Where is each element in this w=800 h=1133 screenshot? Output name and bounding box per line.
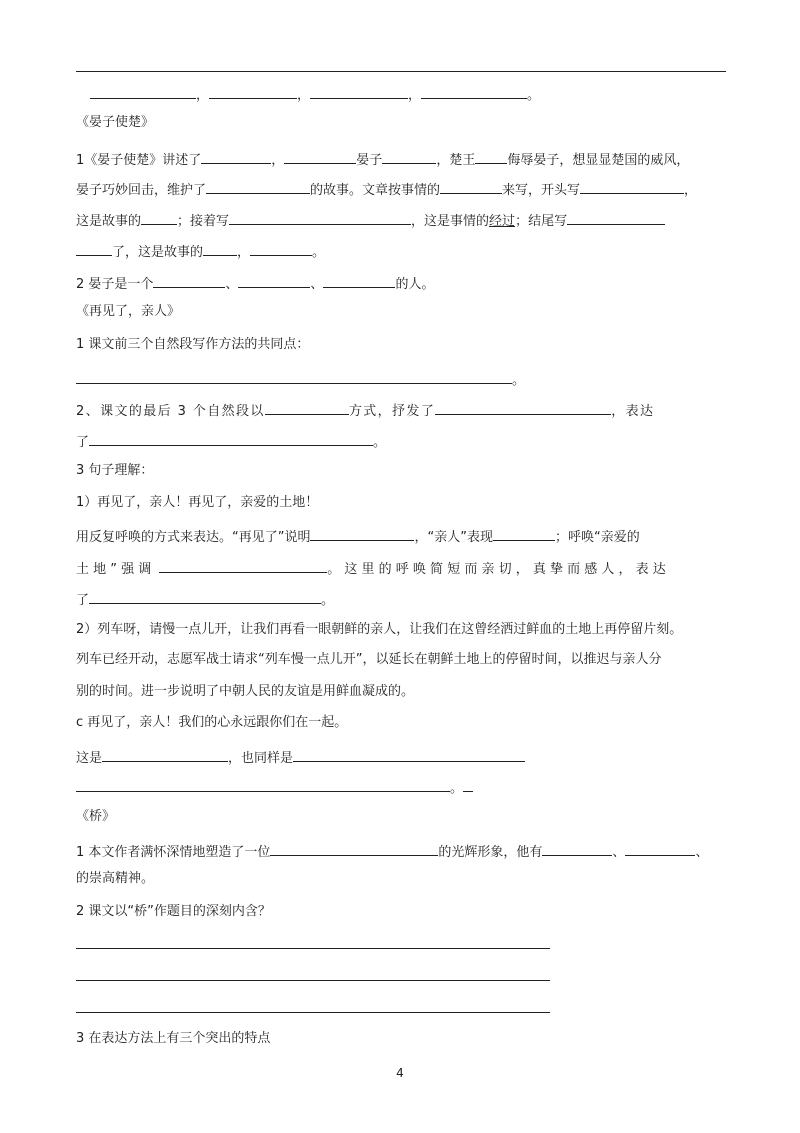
question-line [76, 272, 434, 294]
text: 的光辉形象，他有 [438, 845, 543, 860]
punct: ， [408, 88, 422, 103]
answer-rule[interactable] [76, 948, 550, 949]
text: 。 [321, 593, 335, 608]
answer-blank[interactable] [265, 399, 349, 415]
text: 方式，抒发了 [348, 404, 436, 419]
paragraph-line: 别的时间。进一步说明了中朝人民的友谊是用鲜血凝成的。 [76, 684, 415, 699]
quote-line: 2）列车呀，请慢一点儿开，让我们再看一眼朝鲜的亲人，让我们在这曾经洒过鲜血的土地上再停留片刻。 [76, 622, 683, 637]
answer-blank[interactable] [250, 240, 312, 256]
question-line [76, 840, 708, 862]
question-line [76, 240, 325, 262]
text: 了 [76, 593, 90, 608]
blank-line-1 [90, 83, 540, 105]
answer-blank[interactable] [270, 840, 438, 856]
answer-blank[interactable] [76, 368, 512, 384]
answer-blank[interactable] [229, 209, 411, 225]
text: ，也同样是 [228, 751, 294, 766]
text: 。 [512, 373, 526, 388]
text: 这是故事的 [76, 214, 142, 229]
answer-blank[interactable] [323, 272, 395, 288]
answer-blank[interactable] [310, 83, 408, 99]
punct: ， [297, 88, 311, 103]
text: ， [684, 183, 698, 198]
question-line [76, 430, 386, 452]
text: 、 [225, 277, 239, 292]
answer-blank[interactable] [102, 746, 228, 762]
question-line [76, 178, 697, 200]
text: 、 [612, 845, 626, 860]
answer-blank-tail [463, 776, 473, 792]
section-title-zaijian: 《再见了，亲人》 [76, 304, 181, 319]
text: ，这是事情的 [411, 214, 490, 229]
text: 1 本文作者满怀深情地塑造了一位 [76, 845, 271, 860]
underlined-text: 经过 [489, 214, 516, 229]
text: ，楚王 [436, 153, 476, 168]
text: 1《晏子使楚》讲述了 [76, 153, 202, 168]
answer-blank[interactable] [159, 557, 327, 573]
answer-blank[interactable] [238, 272, 310, 288]
answer-blank[interactable] [209, 83, 297, 99]
question-line [76, 525, 640, 547]
answer-blank[interactable] [284, 148, 356, 164]
text: 2 晏子是一个 [76, 277, 154, 292]
paragraph-line: 的崇高精神。 [76, 871, 155, 886]
text: ，“亲人”表现 [414, 530, 493, 545]
page-number: 4 [396, 1066, 404, 1080]
answer-blank[interactable] [440, 178, 502, 194]
text: 、 [310, 277, 324, 292]
text: 晏子巧妙回击，维护了 [76, 183, 207, 198]
text: 侮辱晏子，想显显楚国的威风， [507, 153, 690, 168]
text: 了 [76, 435, 90, 450]
question-line [76, 148, 689, 170]
text: ；呼唤“亲爱的 [554, 530, 640, 545]
quote-line: c 再见了，亲人！我们的心永远跟你们在一起。 [76, 715, 348, 730]
text: 、 [695, 845, 709, 860]
answer-blank[interactable] [435, 399, 611, 415]
text: 用反复呼唤的方式来表达。“再见了”说明 [76, 530, 311, 545]
text: 。 [373, 435, 387, 450]
question-line: 1 课文前三个自然段写作方法的共同点： [76, 337, 310, 352]
text: ；接着写 [177, 214, 230, 229]
quote-line: 1）再见了，亲人！再见了，亲爱的土地！ [76, 495, 319, 510]
answer-blank[interactable] [89, 430, 373, 446]
question-line: 2 课文以“桥”作题目的深刻内含？ [76, 904, 271, 919]
text: ；结尾写 [515, 214, 568, 229]
answer-blank[interactable] [475, 148, 507, 164]
text: 的故事。文章按事情的 [310, 183, 441, 198]
text: 2、课文的最后 3 个自然段以 [76, 404, 265, 419]
question-line: 3 在表达方法上有三个突出的特点 [76, 1031, 271, 1046]
text: ， [271, 153, 285, 168]
header-rule [76, 71, 726, 72]
answer-blank[interactable] [382, 148, 436, 164]
answer-line [76, 368, 525, 390]
answer-blank[interactable] [76, 776, 450, 792]
text: ，表达 [611, 404, 655, 419]
answer-rule[interactable] [76, 1012, 550, 1013]
question-line [76, 399, 654, 421]
text: 的人。 [395, 277, 435, 292]
paragraph-line: 列车已经开动，志愿军战士请求“列车慢一点儿开”，以延长在朝鲜土地上的停留时间，以推迟与亲人分 [76, 652, 662, 667]
question-line [76, 588, 334, 610]
answer-blank[interactable] [625, 840, 695, 856]
text: 。 [312, 245, 326, 260]
answer-blank[interactable] [293, 746, 525, 762]
text: 。 [450, 781, 464, 796]
answer-blank[interactable] [206, 178, 310, 194]
answer-blank[interactable] [542, 840, 612, 856]
answer-blank[interactable] [89, 588, 321, 604]
text: 了，这是故事的 [112, 245, 204, 260]
text: 土 地 ” 强 调 [76, 562, 152, 577]
answer-blank[interactable] [141, 209, 177, 225]
section-title-qiao: 《桥》 [76, 809, 116, 824]
subheading: 3 句子理解： [76, 463, 154, 478]
punct: ， [196, 88, 210, 103]
punct: 。 [527, 88, 541, 103]
question-line [76, 557, 666, 579]
question-line [76, 209, 665, 231]
answer-line [76, 776, 473, 798]
answer-blank[interactable] [90, 83, 196, 99]
answer-rule[interactable] [76, 980, 550, 981]
text: 这是 [76, 751, 103, 766]
answer-blank[interactable] [201, 148, 271, 164]
answer-blank[interactable] [76, 240, 112, 256]
answer-blank[interactable] [421, 83, 527, 99]
text: 晏子 [356, 153, 383, 168]
answer-blank[interactable] [203, 240, 237, 256]
answer-blank[interactable] [580, 178, 684, 194]
text: 。 这 里 的 呼 唤 简 短 而 亲 切 ， 真 挚 而 感 人 ， 表 达 [327, 562, 666, 577]
answer-blank[interactable] [493, 525, 555, 541]
answer-blank[interactable] [153, 272, 225, 288]
text: 来写，开头写 [502, 183, 581, 198]
section-title-yanzi: 《晏子使楚》 [76, 115, 155, 130]
text: ， [237, 245, 251, 260]
question-line [76, 746, 525, 768]
answer-blank[interactable] [310, 525, 414, 541]
answer-blank[interactable] [567, 209, 665, 225]
